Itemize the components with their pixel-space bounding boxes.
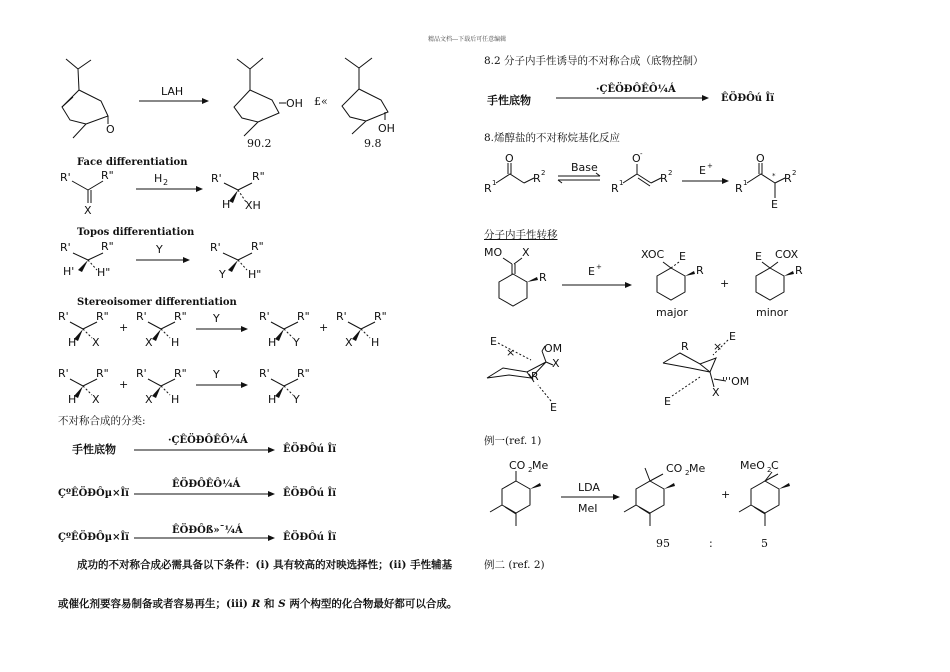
svg-text:R: R xyxy=(539,271,547,284)
svg-text:R": R" xyxy=(96,367,109,380)
class-row2-right: ÊÖÐÔú Îï xyxy=(283,488,337,499)
topos-reagent: Y xyxy=(156,243,163,256)
svg-text:H: H xyxy=(171,336,180,349)
svg-text:C: C xyxy=(771,459,779,472)
section-8-title: 8.烯醇盐的不对称烷基化反应 xyxy=(484,132,621,144)
class-row2-arrow-label: ÊÖÐÔÊÔ¼Á xyxy=(172,479,241,490)
stereo-reagent-1: Y xyxy=(213,312,220,325)
svg-text:E: E xyxy=(490,335,497,348)
svg-text:2: 2 xyxy=(163,178,169,187)
svg-text:H: H xyxy=(171,393,180,406)
svg-text:H: H xyxy=(68,336,77,349)
svg-text:R: R xyxy=(795,264,803,277)
svg-text:R': R' xyxy=(60,171,71,184)
svg-text:1: 1 xyxy=(743,179,748,187)
conditions-paragraph-line2: 或催化剂要容易制备或者容易再生；(iii) R 和 S 两个构型的化合物最好都可以合成。 xyxy=(58,598,458,610)
class-row2-left: ÇºÊÖÐÔµ×Îï xyxy=(58,488,129,499)
face-differentiation-title: Face differentiation xyxy=(77,157,188,168)
svg-text:R": R" xyxy=(101,240,114,253)
mei-label: MeI xyxy=(578,502,598,515)
svg-text:R: R xyxy=(681,340,689,353)
svg-text:R": R" xyxy=(96,310,109,323)
svg-text:COX: COX xyxy=(775,248,799,261)
svg-text:R': R' xyxy=(259,367,270,380)
stereoisomer-differentiation-title: Stereoisomer differentiation xyxy=(77,297,237,308)
svg-text:OH: OH xyxy=(286,97,303,110)
svg-text:R": R" xyxy=(174,310,187,323)
ratio-5: 5 xyxy=(761,537,768,550)
svg-text:R": R" xyxy=(252,170,265,183)
minor-label: minor xyxy=(756,306,788,319)
svg-text:Y: Y xyxy=(219,268,226,281)
svg-text:XH: XH xyxy=(245,199,261,212)
section-8-2-title: 8.2 分子内手性诱导的不对称合成（底物控制） xyxy=(484,55,704,67)
h2-label: H xyxy=(154,172,163,185)
class-row1-left: 手性底物 xyxy=(72,443,116,456)
svg-text:Me: Me xyxy=(532,459,549,472)
svg-text:R: R xyxy=(784,172,792,185)
svg-text:+: + xyxy=(721,488,731,501)
svg-text:+: + xyxy=(720,277,730,290)
class-row3-arrow-label: ÊÖÐÔß»¯¼Á xyxy=(172,525,243,536)
svg-text:O: O xyxy=(632,152,641,165)
svg-text:R: R xyxy=(533,172,541,185)
svg-text:2: 2 xyxy=(528,466,533,474)
lah-label: LAH xyxy=(161,85,184,98)
svg-text:R': R' xyxy=(58,310,69,323)
svg-text:2: 2 xyxy=(792,169,797,177)
svg-text:E: E xyxy=(588,265,595,278)
svg-text:R": R" xyxy=(251,240,264,253)
svg-text:2: 2 xyxy=(767,466,772,474)
svg-text:2: 2 xyxy=(685,469,690,477)
ratio-95: 95 xyxy=(656,537,670,550)
svg-text:E: E xyxy=(550,401,557,414)
page-header-note: 精品文档---下载后可任意编辑 xyxy=(428,36,507,43)
svg-text:H: H xyxy=(222,198,231,211)
svg-text:1: 1 xyxy=(492,179,497,187)
svg-text:'''OM: '''OM xyxy=(722,375,750,388)
svg-text:X: X xyxy=(92,336,100,349)
svg-text:R: R xyxy=(735,182,743,195)
svg-text:R': R' xyxy=(336,310,347,323)
classification-title: 不对称合成的分类: xyxy=(58,415,146,427)
svg-text:R": R" xyxy=(101,169,114,182)
svg-text:X: X xyxy=(522,246,530,259)
svg-text:E: E xyxy=(729,330,736,343)
sec82-right: ÊÖÐÔú Îï xyxy=(721,93,775,104)
base-label: Base xyxy=(571,161,598,174)
svg-text:X: X xyxy=(712,386,720,399)
svg-text:R": R" xyxy=(297,367,310,380)
svg-text:-: - xyxy=(640,150,643,158)
svg-text:H: H xyxy=(268,336,277,349)
svg-text:X: X xyxy=(92,393,100,406)
chirality-transfer-title: 分子内手性转移 xyxy=(484,229,558,241)
svg-text:×: × xyxy=(506,346,516,359)
svg-text:X: X xyxy=(145,393,153,406)
svg-text::: : xyxy=(709,537,713,550)
svg-text:CO: CO xyxy=(666,462,683,475)
stereo-reagent-2: Y xyxy=(213,368,220,381)
svg-text:H": H" xyxy=(248,268,262,281)
svg-text:R": R" xyxy=(374,310,387,323)
class-row1-right: ÊÖÐÔú Îï xyxy=(283,444,337,455)
class-row3-left: ÇºÊÖÐÔµ×Îï xyxy=(58,532,129,543)
svg-text:R': R' xyxy=(259,310,270,323)
svg-text:R: R xyxy=(696,264,704,277)
electrophile-label: E xyxy=(699,164,706,177)
svg-text:E: E xyxy=(664,395,671,408)
lda-label: LDA xyxy=(578,481,600,494)
svg-text:H: H xyxy=(268,393,277,406)
conditions-paragraph-line1: 成功的不对称合成必需具备以下条件：(i) 具有较高的对映选择性；(ii) 手性辅基 xyxy=(77,559,453,571)
svg-text:+: + xyxy=(119,321,129,334)
svg-text:H': H' xyxy=(63,265,75,278)
svg-text:Y: Y xyxy=(293,336,300,349)
svg-text:R': R' xyxy=(211,172,222,185)
svg-text:H: H xyxy=(371,336,380,349)
svg-text:X: X xyxy=(84,204,92,217)
isoborneol-ratio: 9.8 xyxy=(364,137,382,150)
sec82-arrow-label: ·ÇÊÖÐÔÊÔ¼Á xyxy=(596,84,676,95)
svg-text:R': R' xyxy=(136,367,147,380)
svg-text:O: O xyxy=(756,152,765,165)
svg-text:Me: Me xyxy=(689,462,706,475)
svg-text:1: 1 xyxy=(619,179,624,187)
svg-text:R": R" xyxy=(174,367,187,380)
svg-text:X: X xyxy=(552,357,560,370)
svg-text:OH: OH xyxy=(378,122,395,135)
svg-text:R: R xyxy=(531,370,539,383)
svg-text:O: O xyxy=(505,152,514,165)
svg-text:X: X xyxy=(345,336,353,349)
svg-text:E: E xyxy=(771,198,778,211)
example-1-label: 例一(ref. 1) xyxy=(484,435,542,447)
svg-text:R: R xyxy=(611,182,619,195)
sec82-left: 手性底物 xyxy=(487,94,531,107)
svg-text:E: E xyxy=(679,250,686,263)
svg-text:R": R" xyxy=(297,310,310,323)
svg-text:+: + xyxy=(119,378,129,391)
plus-separator: £« xyxy=(314,95,328,108)
svg-text:Y: Y xyxy=(293,393,300,406)
svg-text:R': R' xyxy=(210,241,221,254)
svg-text:R: R xyxy=(660,172,668,185)
svg-text:E: E xyxy=(755,250,762,263)
svg-text:R': R' xyxy=(60,241,71,254)
svg-text:X: X xyxy=(145,336,153,349)
class-row3-right: ÊÖÐÔú Îï xyxy=(283,532,337,543)
svg-text:CO: CO xyxy=(509,459,526,472)
svg-text:MO: MO xyxy=(484,246,503,259)
svg-text:R': R' xyxy=(136,310,147,323)
svg-text:*: * xyxy=(772,172,776,180)
svg-text:+: + xyxy=(707,162,713,170)
borneol-ratio: 90.2 xyxy=(247,137,272,150)
svg-text:2: 2 xyxy=(541,169,546,177)
svg-text:H": H" xyxy=(97,266,111,279)
svg-text:XOC: XOC xyxy=(641,248,665,261)
svg-text:+: + xyxy=(319,321,329,334)
svg-text:R: R xyxy=(484,182,492,195)
svg-text:MeO: MeO xyxy=(740,459,765,472)
major-label: major xyxy=(656,306,688,319)
class-row1-arrow-label: ·ÇÊÖÐÔÊÔ¼Á xyxy=(168,435,248,446)
svg-text:2: 2 xyxy=(668,169,673,177)
svg-text:+: + xyxy=(596,263,602,271)
svg-text:O: O xyxy=(106,123,115,136)
svg-text:H: H xyxy=(68,393,77,406)
svg-text:OM: OM xyxy=(544,342,563,355)
svg-text:R': R' xyxy=(58,367,69,380)
svg-text:×: × xyxy=(713,340,723,353)
topos-differentiation-title: Topos differentiation xyxy=(77,227,195,238)
example-2-label: 例二 (ref. 2) xyxy=(484,559,545,571)
